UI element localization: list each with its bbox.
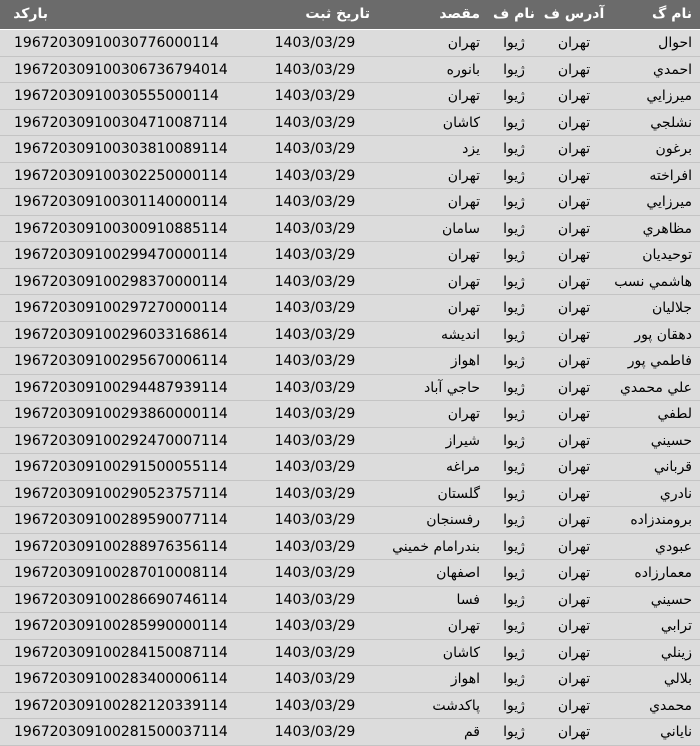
cell-name: علي محمدي bbox=[619, 379, 692, 396]
cell-address: تهران bbox=[557, 591, 591, 608]
cell-date: 1403/03/29 bbox=[274, 247, 356, 263]
cell-fname: ژيوا bbox=[503, 485, 525, 502]
table-row[interactable] bbox=[0, 719, 700, 746]
cell-date: 1403/03/29 bbox=[274, 697, 356, 714]
cell-fname: ژيوا bbox=[503, 247, 525, 263]
cell-date: 1403/03/29 bbox=[274, 220, 356, 237]
cell-destination: تهران bbox=[447, 406, 480, 422]
table-row[interactable] bbox=[0, 481, 700, 508]
cell-fname: ژيوا bbox=[503, 353, 525, 369]
cell-date: 1403/03/29 bbox=[274, 194, 356, 210]
cell-fname: ژيوا bbox=[503, 114, 525, 131]
table-row[interactable] bbox=[0, 295, 700, 322]
cell-date: 1403/03/29 bbox=[274, 618, 356, 634]
cell-name: احمدي bbox=[653, 61, 692, 78]
table-row[interactable] bbox=[0, 216, 700, 243]
cell-barcode: 196720309100303810089114 bbox=[14, 141, 228, 157]
cell-date: 1403/03/29 bbox=[274, 88, 356, 104]
table-row[interactable] bbox=[0, 322, 700, 349]
cell-date: 1403/03/29 bbox=[274, 432, 356, 449]
cell-name: حسيني bbox=[650, 591, 692, 608]
cell-name: عبودي bbox=[654, 538, 692, 555]
cell-fname: ژيوا bbox=[503, 618, 525, 634]
cell-address: تهران bbox=[557, 618, 591, 634]
cell-destination: تهران bbox=[447, 35, 480, 51]
cell-fname: ژيوا bbox=[503, 406, 525, 422]
cell-name: حسيني bbox=[650, 432, 692, 449]
table-row[interactable] bbox=[0, 613, 700, 640]
cell-barcode: 196720309100283400006114 bbox=[14, 671, 228, 687]
cell-date: 1403/03/29 bbox=[274, 379, 356, 396]
cell-address: تهران bbox=[557, 353, 591, 369]
table-row[interactable] bbox=[0, 110, 700, 137]
table-row[interactable] bbox=[0, 454, 700, 481]
cell-barcode: 196720309100285990000114 bbox=[14, 618, 228, 634]
cell-name: بلالي bbox=[663, 671, 692, 687]
cell-address: تهران bbox=[557, 220, 591, 237]
cell-address: تهران bbox=[557, 167, 591, 184]
cell-date: 1403/03/29 bbox=[274, 114, 356, 131]
cell-fname: ژيوا bbox=[503, 644, 525, 661]
cell-fname: ژيوا bbox=[503, 61, 525, 78]
cell-name: ترابي bbox=[660, 618, 692, 634]
cell-date: 1403/03/29 bbox=[274, 671, 356, 687]
cell-name: مظاهري bbox=[642, 220, 692, 237]
header-barcode[interactable]: بارکد bbox=[13, 6, 48, 22]
cell-address: تهران bbox=[557, 61, 591, 78]
cell-name: محمدي bbox=[649, 697, 692, 714]
cell-barcode: 196720309100286690746114 bbox=[14, 591, 228, 608]
cell-name: فاطمي پور bbox=[627, 353, 692, 369]
cell-destination: اهواز bbox=[450, 671, 480, 687]
cell-fname: ژيوا bbox=[503, 697, 525, 714]
cell-address: تهران bbox=[557, 194, 591, 210]
cell-destination: بندرامام خميني bbox=[392, 538, 480, 555]
table-row[interactable] bbox=[0, 83, 700, 110]
cell-destination: رفسنجان bbox=[426, 512, 480, 528]
cell-fname: ژيوا bbox=[503, 141, 525, 157]
cell-barcode: 19672030910030555000114 bbox=[14, 88, 219, 104]
cell-date: 1403/03/29 bbox=[274, 406, 356, 422]
cell-name: ميرزايي bbox=[646, 194, 692, 210]
cell-address: تهران bbox=[557, 565, 591, 581]
table-row[interactable] bbox=[0, 401, 700, 428]
cell-date: 1403/03/29 bbox=[274, 459, 356, 475]
table-row[interactable] bbox=[0, 57, 700, 84]
cell-date: 1403/03/29 bbox=[274, 273, 356, 290]
cell-fname: ژيوا bbox=[503, 724, 525, 740]
cell-address: تهران bbox=[557, 459, 591, 475]
cell-barcode: 196720309100304710087114 bbox=[14, 114, 228, 131]
table-row[interactable] bbox=[0, 428, 700, 455]
cell-name: برغون bbox=[655, 141, 692, 157]
cell-barcode: 196720309100296033168614 bbox=[14, 326, 228, 343]
cell-address: تهران bbox=[557, 247, 591, 263]
cell-fname: ژيوا bbox=[503, 671, 525, 687]
table-row[interactable] bbox=[0, 136, 700, 163]
cell-address: تهران bbox=[557, 671, 591, 687]
header-name[interactable]: نام گ bbox=[652, 6, 692, 22]
cell-destination: اهواز bbox=[450, 353, 480, 369]
cell-destination: بانوره bbox=[446, 61, 480, 78]
cell-destination: كاشان bbox=[442, 644, 480, 661]
cell-name: دهقان پور bbox=[634, 326, 692, 343]
cell-name: افراخته bbox=[649, 167, 692, 184]
cell-date: 1403/03/29 bbox=[274, 141, 356, 157]
cell-name: لطفي bbox=[657, 406, 692, 422]
cell-address: تهران bbox=[557, 300, 591, 316]
cell-address: تهران bbox=[557, 88, 591, 104]
table-row[interactable] bbox=[0, 242, 700, 269]
cell-barcode: 196720309100299470000114 bbox=[14, 247, 228, 263]
table-row[interactable] bbox=[0, 666, 700, 693]
cell-name: احوال bbox=[658, 35, 692, 51]
table-row[interactable] bbox=[0, 269, 700, 296]
cell-fname: ژيوا bbox=[503, 35, 525, 51]
cell-barcode: 196720309100294487939114 bbox=[14, 379, 228, 396]
cell-name: ناياني bbox=[660, 724, 692, 740]
cell-address: تهران bbox=[557, 114, 591, 131]
cell-name: قرباني bbox=[653, 459, 692, 475]
cell-date: 1403/03/29 bbox=[274, 591, 356, 608]
cell-destination: شيراز bbox=[445, 432, 480, 449]
table-row[interactable] bbox=[0, 189, 700, 216]
cell-destination: حاجي آباد bbox=[424, 379, 480, 396]
table-row[interactable] bbox=[0, 348, 700, 375]
cell-date: 1403/03/29 bbox=[274, 565, 356, 581]
cell-address: تهران bbox=[557, 644, 591, 661]
cell-destination: كاشان bbox=[442, 114, 480, 131]
cell-fname: ژيوا bbox=[503, 538, 525, 555]
cell-destination: اصفهان bbox=[436, 565, 480, 581]
cell-address: تهران bbox=[557, 485, 591, 502]
table-row[interactable] bbox=[0, 30, 700, 57]
table-row[interactable] bbox=[0, 507, 700, 534]
cell-name: نشلجي bbox=[650, 114, 692, 131]
cell-name: معمارزاده bbox=[634, 565, 692, 581]
cell-address: تهران bbox=[557, 326, 591, 343]
cell-date: 1403/03/29 bbox=[274, 512, 356, 528]
cell-name: برومندزاده bbox=[630, 512, 692, 528]
cell-date: 1403/03/29 bbox=[274, 485, 356, 502]
cell-fname: ژيوا bbox=[503, 88, 525, 104]
cell-fname: ژيوا bbox=[503, 512, 525, 528]
table-row[interactable] bbox=[0, 534, 700, 561]
header-destination[interactable]: مقصد bbox=[439, 6, 480, 22]
cell-fname: ژيوا bbox=[503, 167, 525, 184]
cell-name: زينلي bbox=[660, 644, 692, 661]
cell-name: نادري bbox=[659, 485, 692, 502]
cell-address: تهران bbox=[557, 432, 591, 449]
cell-barcode: 196720309100289590077114 bbox=[14, 512, 228, 528]
cell-address: تهران bbox=[557, 697, 591, 714]
table-row[interactable] bbox=[0, 693, 700, 720]
cell-address: تهران bbox=[557, 141, 591, 157]
cell-destination: تهران bbox=[447, 247, 480, 263]
cell-date: 1403/03/29 bbox=[274, 167, 356, 184]
table-row[interactable] bbox=[0, 163, 700, 190]
cell-destination: مراغه bbox=[446, 459, 480, 475]
cell-fname: ژيوا bbox=[503, 220, 525, 237]
cell-address: تهران bbox=[557, 273, 591, 290]
cell-fname: ژيوا bbox=[503, 326, 525, 343]
cell-barcode: 196720309100293860000114 bbox=[14, 406, 228, 422]
cell-barcode: 196720309100282120339114 bbox=[14, 697, 228, 714]
cell-fname: ژيوا bbox=[503, 379, 525, 396]
cell-date: 1403/03/29 bbox=[274, 724, 356, 740]
table-row[interactable] bbox=[0, 375, 700, 402]
cell-barcode: 196720309100290523757114 bbox=[14, 485, 228, 502]
cell-name: توحيديان bbox=[642, 247, 692, 263]
header-address[interactable]: آدرس ف bbox=[543, 6, 605, 22]
cell-date: 1403/03/29 bbox=[274, 35, 356, 51]
cell-address: تهران bbox=[557, 379, 591, 396]
cell-destination: تهران bbox=[447, 167, 480, 184]
cell-fname: ژيوا bbox=[503, 273, 525, 290]
cell-barcode: 196720309100297270000114 bbox=[14, 300, 228, 316]
cell-barcode: 196720309100287010008114 bbox=[14, 565, 228, 581]
cell-address: تهران bbox=[557, 406, 591, 422]
cell-destination: يزد bbox=[462, 141, 480, 157]
cell-fname: ژيوا bbox=[503, 565, 525, 581]
cell-barcode: 196720309100302250000114 bbox=[14, 167, 228, 184]
cell-name: ميرزايي bbox=[646, 88, 692, 104]
cell-address: تهران bbox=[557, 538, 591, 555]
cell-barcode: 196720309100300910885114 bbox=[14, 220, 228, 237]
header-fname[interactable]: نام ف bbox=[493, 6, 535, 22]
cell-destination: انديشه bbox=[440, 326, 480, 343]
cell-barcode: 19672030910030776000114 bbox=[14, 35, 219, 51]
cell-address: تهران bbox=[557, 724, 591, 740]
cell-destination: تهران bbox=[447, 194, 480, 210]
cell-date: 1403/03/29 bbox=[274, 326, 356, 343]
cell-destination: گلستان bbox=[437, 485, 480, 502]
cell-destination: پاكدشت bbox=[432, 697, 480, 714]
cell-barcode: 196720309100288976356114 bbox=[14, 538, 228, 555]
cell-fname: ژيوا bbox=[503, 194, 525, 210]
cell-barcode: 196720309100295670006114 bbox=[14, 353, 228, 369]
cell-barcode: 196720309100298370000114 bbox=[14, 273, 228, 290]
cell-destination: تهران bbox=[447, 618, 480, 634]
table-row[interactable] bbox=[0, 587, 700, 614]
table-body bbox=[0, 30, 700, 746]
cell-name: هاشمي نسب bbox=[614, 273, 692, 290]
cell-date: 1403/03/29 bbox=[274, 353, 356, 369]
table-row[interactable] bbox=[0, 640, 700, 667]
cell-fname: ژيوا bbox=[503, 591, 525, 608]
cell-date: 1403/03/29 bbox=[274, 300, 356, 316]
cell-date: 1403/03/29 bbox=[274, 538, 356, 555]
cell-destination: سامان bbox=[441, 220, 480, 237]
cell-barcode: 196720309100292470007114 bbox=[14, 432, 228, 449]
cell-address: تهران bbox=[557, 512, 591, 528]
cell-fname: ژيوا bbox=[503, 300, 525, 316]
cell-fname: ژيوا bbox=[503, 459, 525, 475]
table-row[interactable] bbox=[0, 560, 700, 587]
cell-destination: تهران bbox=[447, 300, 480, 316]
cell-barcode: 196720309100306736794014 bbox=[14, 61, 228, 78]
header-date[interactable]: تاريخ ثبت bbox=[305, 6, 370, 22]
cell-barcode: 196720309100281500037114 bbox=[14, 724, 228, 740]
cell-fname: ژيوا bbox=[503, 432, 525, 449]
cell-destination: تهران bbox=[447, 273, 480, 290]
cell-barcode: 196720309100284150087114 bbox=[14, 644, 228, 661]
cell-date: 1403/03/29 bbox=[274, 61, 356, 78]
cell-name: جلاليان bbox=[651, 300, 692, 316]
cell-barcode: 196720309100291500055114 bbox=[14, 459, 228, 475]
table-header bbox=[0, 0, 700, 30]
cell-destination: تهران bbox=[447, 88, 480, 104]
cell-address: تهران bbox=[557, 35, 591, 51]
cell-barcode: 196720309100301140000114 bbox=[14, 194, 228, 210]
cell-destination: قم bbox=[463, 724, 480, 740]
cell-date: 1403/03/29 bbox=[274, 644, 356, 661]
cell-destination: فسا bbox=[456, 591, 480, 608]
